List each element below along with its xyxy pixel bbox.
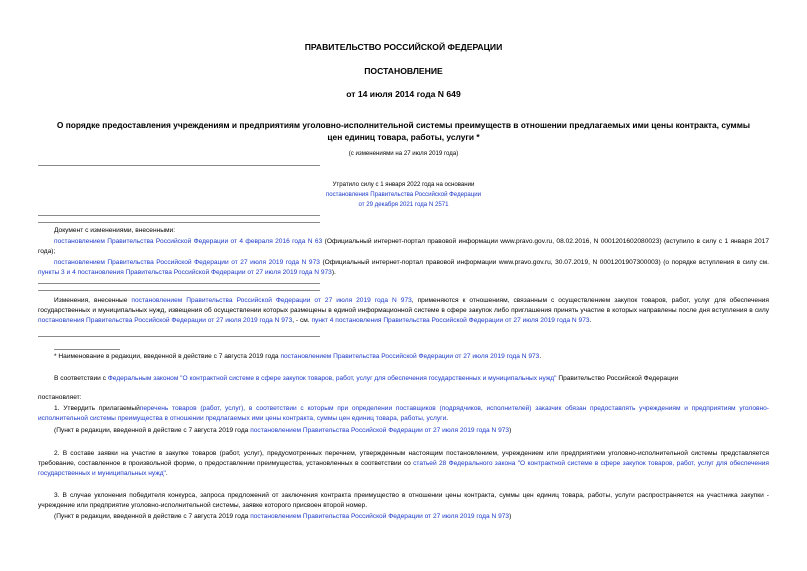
footnote-link[interactable]: постановлением Правительства Российской Федерации от 27 июля 2019 года N 973 (280, 353, 540, 360)
amendment-item-2 (38, 258, 769, 278)
changes-note-link-3[interactable]: пункт 4 постановления Правительства Российской Федерации от 27 июля 2019 года N 973 (311, 317, 590, 324)
preamble-start: В соответствии с (54, 375, 108, 382)
divider (38, 165, 320, 166)
point-2-end: . (165, 470, 168, 477)
point-3-note-end: ) (509, 513, 512, 520)
point-3: 3. В случае уклонения победителя конкурса, запроса предложений от заключения контракта преимущество в отношении цены контракта, суммы цен единиц товара, работы, услуги распространяется на участника закупки - учреждение или предприятие уголовно-исполнительной системы, заявке которого присвоен второй номер. (38, 492, 769, 509)
footnote (54, 352, 769, 362)
document-type: ПОСТАНОВЛЕНИЕ (364, 66, 443, 76)
document-date-number: от 14 июля 2014 года N 649 (346, 89, 461, 99)
changes-note (38, 296, 769, 326)
point-2-start: 2. В составе заявки на участие в закупке товаров (работ, услуг), предусмотренных перечнем, утвержденным настоящим постановлением, учреждением или предприятием уголовно-исполнительной системы представляется требование, составленное в произвольной форме, о предоставлении преимущества, установленных в соответствии со (38, 450, 769, 467)
preamble-end: Правительство Российской Федерации (556, 375, 679, 382)
changes-note-sep: , - см. (292, 317, 312, 324)
amendment-1-text: (Официальный интернет-портал правовой информации www.pravo.gov.ru, 08.02.2016, N 0001201602080023) (вступило в силу с 1 января 2017 года); (38, 238, 769, 255)
divider (38, 283, 320, 284)
point-2-link[interactable]: статьей 28 Федерального закона "О контрактной системе в сфере закупок товаров, работ, услуг для обеспечения государственных и муниципальных нужд" (38, 460, 769, 477)
changes-note-link-2[interactable]: постановления Правительства Российской Федерации от 27 июля 2019 года N 973 (38, 317, 293, 324)
decree-word: постановляет: (38, 394, 82, 401)
amendment-2-link-2[interactable]: пункты 3 и 4 постановления Правительства Российской Федерации от 27 июля 2019 года N 973 (38, 269, 332, 276)
changes-note-mid: , применяются к отношениям, связанным с осуществлением закупок товаров, работ, услуг для обеспечения государственных и муниципальных нужд, извещения об осуществлении которых размещены в единой информационной системе в сфере закупок либо приглашения принять участие в которых направлены после дня вступления в силу (38, 297, 769, 314)
point-1-note-link[interactable]: постановлением Правительства Российской Федерации от 27 июля 2019 года N 973 (250, 427, 510, 434)
divider (38, 336, 320, 337)
point-1-note-end: ) (509, 427, 512, 434)
point-1-note-start: (Пункт в редакции, введенной в действие с 7 августа 2019 года (54, 427, 251, 434)
divider (38, 222, 320, 223)
title-line-2: цен единиц товара, работы, услуги * (327, 132, 480, 142)
expired-link-line-1[interactable]: постановления Правительства Российской Федерации (325, 191, 482, 198)
point-1-start: 1. Утвердить прилагаемый (54, 405, 140, 412)
expired-block (200, 180, 607, 210)
amendment-2-link[interactable]: постановлением Правительства Российской Федерации от 27 июля 2019 года N 973 (54, 259, 320, 266)
document-title (30, 119, 777, 143)
amended-note: (с изменениями на 27 июля 2019 года) (348, 150, 459, 157)
point-3-note-start: (Пункт в редакции, введенной в действие с 7 августа 2019 года (54, 513, 251, 520)
point-2 (38, 449, 769, 479)
changes-note-link-1[interactable]: постановлением Правительства Российской Федерации от 27 июля 2019 года N 973 (131, 297, 412, 304)
amendment-2-end: ). (331, 269, 336, 276)
preamble (54, 374, 769, 384)
amendment-item-1 (38, 237, 769, 257)
point-3-note-link[interactable]: постановлением Правительства Российской Федерации от 27 июля 2019 года N 973 (250, 513, 510, 520)
point-1 (38, 404, 769, 424)
expired-link-line-2[interactable]: от 29 декабря 2021 года N 2571 (358, 201, 449, 208)
amendment-2-text: (Официальный интернет-портал правовой информации www.pravo.gov.ru, 30.07.2019, N 0001201907300003) (о порядке вступления в силу см. (319, 259, 769, 266)
divider (38, 215, 320, 216)
point-3-note (54, 512, 769, 522)
changes-note-start: Изменения, внесенные (54, 297, 132, 304)
footnote-divider (54, 349, 120, 350)
amendments-intro: Документ с изменениями, внесенными: (54, 227, 176, 234)
point-1-link[interactable]: перечень товаров (работ, услуг), в соответствии с которым при определении поставщиков (подрядчиков, исполнителей) заказчик обязан предоставлять учреждениям и предприятиям уголовно-исполнительной системы преимущества в отношении предлагаемых ими цены контракта, суммы цен единиц товара, работы, услуги (38, 405, 769, 422)
divider (38, 290, 320, 291)
federal-law-link[interactable]: Федеральным законом "О контрактной системе в сфере закупок товаров, работ, услуг для обеспечения государственных и муниципальных нужд" (107, 375, 557, 382)
changes-note-end: . (589, 317, 592, 324)
expired-text: Утратило силу с 1 января 2022 года на основании (332, 181, 475, 188)
title-line-1: О порядке предоставления учреждениям и предприятиям уголовно-исполнительной системы преимуществ в отношении предлагаемых ими цены контракта, суммы (56, 120, 751, 130)
footnote-text: * Наименование в редакции, введенной в действие с 7 августа 2019 года (54, 353, 281, 360)
point-1-end: . (446, 415, 449, 422)
footnote-end: . (539, 353, 542, 360)
point-1-note (54, 426, 769, 436)
government-heading: ПРАВИТЕЛЬСТВО РОССИЙСКОЙ ФЕДЕРАЦИИ (304, 42, 503, 52)
amendment-1-link[interactable]: постановлением Правительства Российской Федерации от 4 февраля 2016 года N 63 (54, 238, 323, 245)
